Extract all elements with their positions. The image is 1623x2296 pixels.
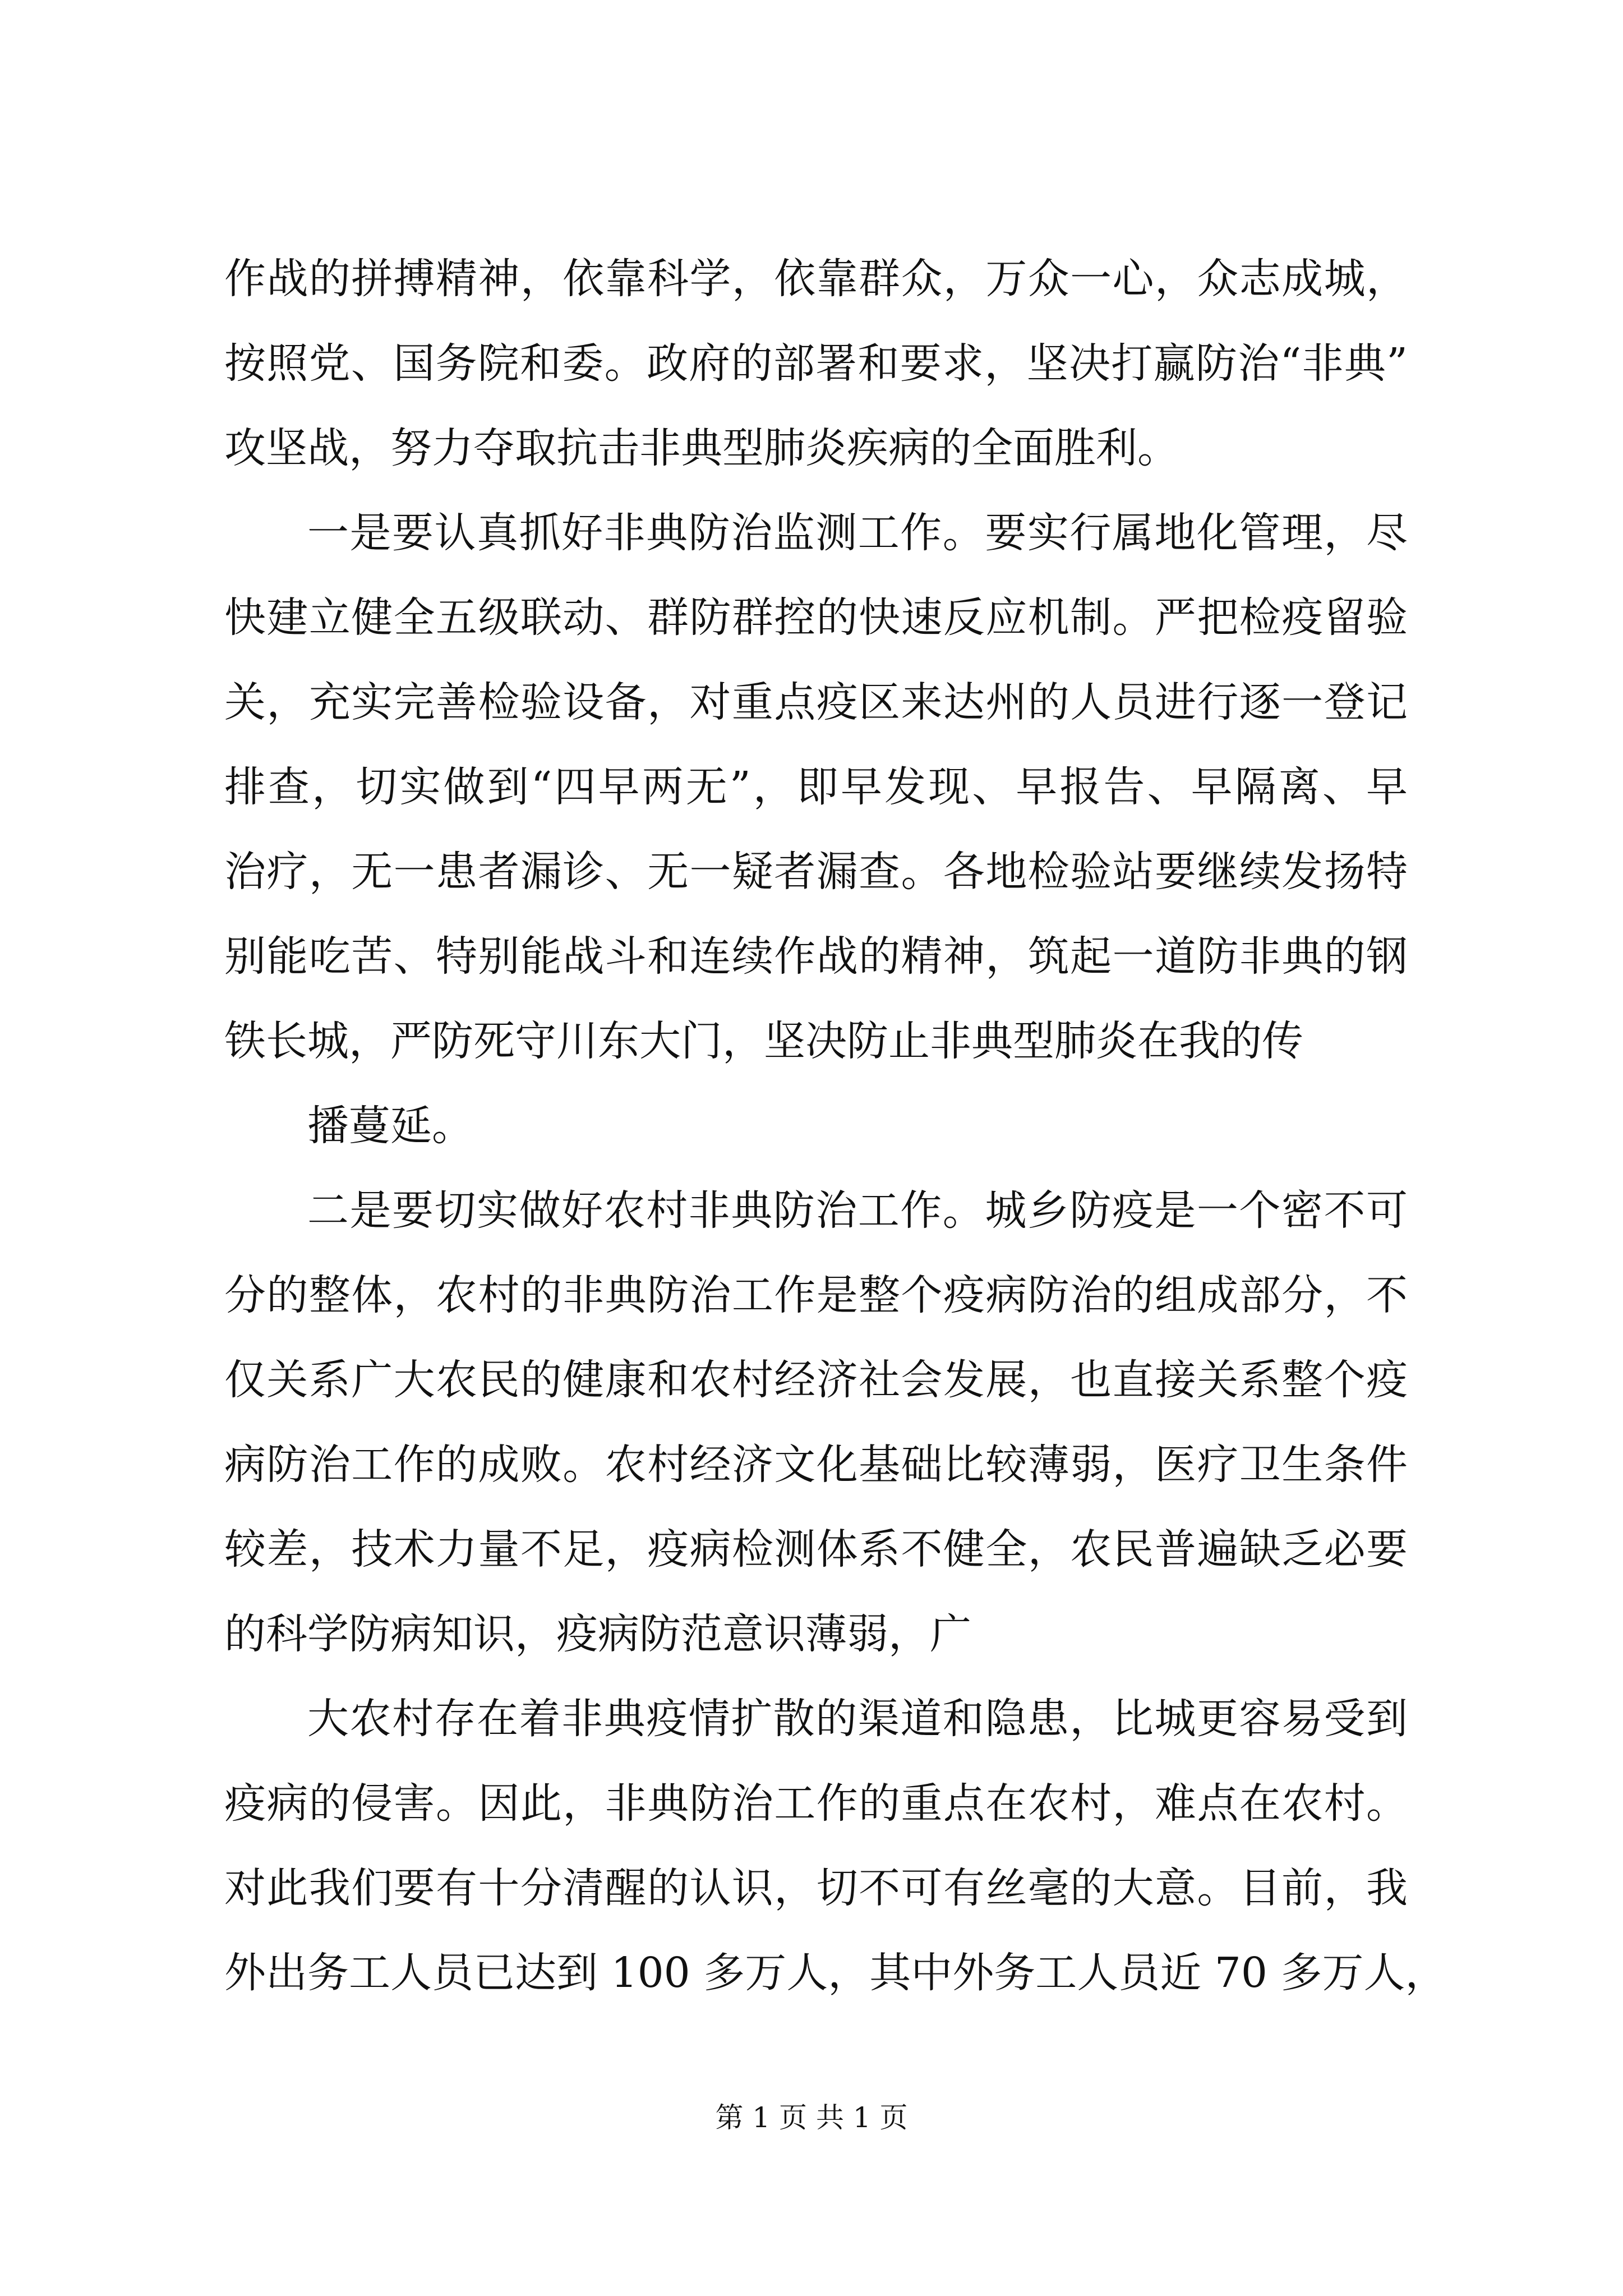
page-number: 第 1 页 共 1 页 [715, 2101, 908, 2134]
text-line: 铁长城，严防死守川东大门，坚决防止非典型肺炎在我的传 [224, 1017, 1303, 1065]
text-line: 病防治工作的成败。农村经济文化基础比较薄弱，医疗卫生条件 [224, 1441, 1408, 1489]
text-line: 二是要切实做好农村非典防治工作。城乡防疫是一个密不可 [307, 1186, 1408, 1235]
text-line: 排查，切实做到“四早两无”，即早发现、早报告、早隔离、早 [224, 763, 1408, 811]
text-line: 仅关系广大农民的健康和农村经济社会发展，也直接关系整个疫 [224, 1356, 1408, 1404]
text-line: 一是要认真抓好非典防治监测工作。要实行属地化管理，尽 [307, 509, 1408, 557]
text-line: 快建立健全五级联动、群防群控的快速反应机制。严把检疫留验 [224, 593, 1408, 642]
text-line: 的科学防病知识，疫病防范意识薄弱，广 [224, 1610, 971, 1658]
text-line: 大农村存在着非典疫情扩散的渠道和隐患，比城更容易受到 [307, 1695, 1408, 1743]
text-line: 别能吃苦、特别能战斗和连续作战的精神，筑起一道防非典的钢 [224, 932, 1408, 981]
text-line: 攻坚战，努力夺取抗击非典型肺炎疾病的全面胜利。 [224, 424, 1179, 472]
text-line: 播蔓延。 [307, 1102, 473, 1150]
text-line: 关，充实完善检验设备，对重点疫区来达州的人员进行逐一登记 [224, 678, 1408, 726]
text-line: 治疗，无一患者漏诊、无一疑者漏查。各地检验站要继续发扬特 [224, 848, 1408, 896]
page-footer [0, 2098, 1623, 2137]
document-body [224, 237, 1447, 2016]
text-line: 按照党、国务院和委。政府的部署和要求，坚决打赢防治“非典” [224, 339, 1408, 388]
text-line: 作战的拼搏精神，依靠科学，依靠群众，万众一心，众志成城， [224, 255, 1408, 303]
text-line: 疫病的侵害。因此，非典防治工作的重点在农村，难点在农村。 [224, 1779, 1408, 1828]
text-line: 对此我们要有十分清醒的认识，切不可有丝毫的大意。目前，我 [224, 1864, 1408, 1912]
text-line: 较差，技术力量不足，疫病检测体系不健全，农民普遍缺乏必要 [224, 1525, 1408, 1573]
text-line: 分的整体，农村的非典防治工作是整个疫病防治的组成部分，不 [224, 1271, 1408, 1319]
text-line: 外出务工人员已达到 100 多万人，其中外务工人员近 70 多万人， [224, 1949, 1447, 1997]
